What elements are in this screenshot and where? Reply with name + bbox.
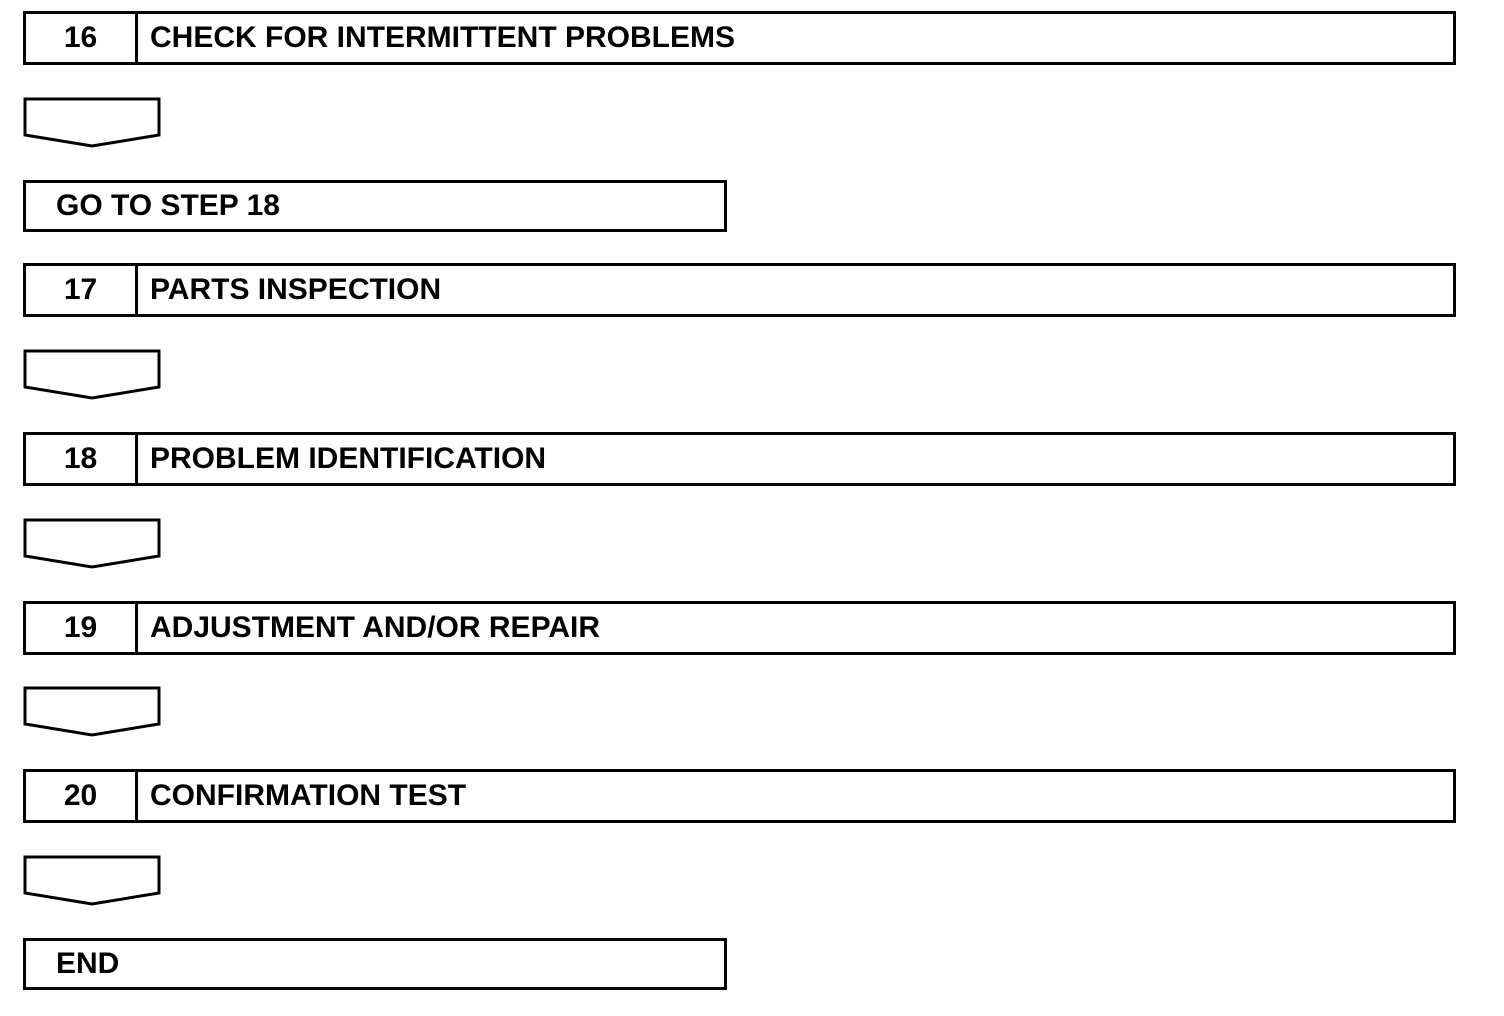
down-arrow-icon	[23, 97, 161, 149]
down-arrow-icon	[23, 686, 161, 738]
step-17-box	[23, 263, 1456, 317]
step-16-box	[23, 11, 1456, 65]
step-title: PROBLEM IDENTIFICATION	[150, 442, 547, 475]
end-box: END	[23, 938, 727, 990]
step-title: CHECK FOR INTERMITTENT PROBLEMS	[150, 21, 735, 54]
goto-step-box: GO TO STEP 18	[23, 180, 727, 232]
step-19-box	[23, 601, 1456, 655]
step-number: 17	[26, 266, 138, 314]
step-number: 16	[26, 14, 138, 62]
step-18-box	[23, 432, 1456, 486]
down-arrow-icon	[23, 518, 161, 570]
step-title: CONFIRMATION TEST	[150, 779, 467, 812]
step-title: PARTS INSPECTION	[150, 273, 442, 306]
step-number: 19	[26, 604, 138, 652]
down-arrow-icon	[23, 855, 161, 907]
down-arrow-icon	[23, 349, 161, 401]
step-title: ADJUSTMENT AND/OR REPAIR	[150, 611, 601, 644]
step-20-box	[23, 769, 1456, 823]
step-number: 18	[26, 435, 138, 483]
step-number: 20	[26, 772, 138, 820]
